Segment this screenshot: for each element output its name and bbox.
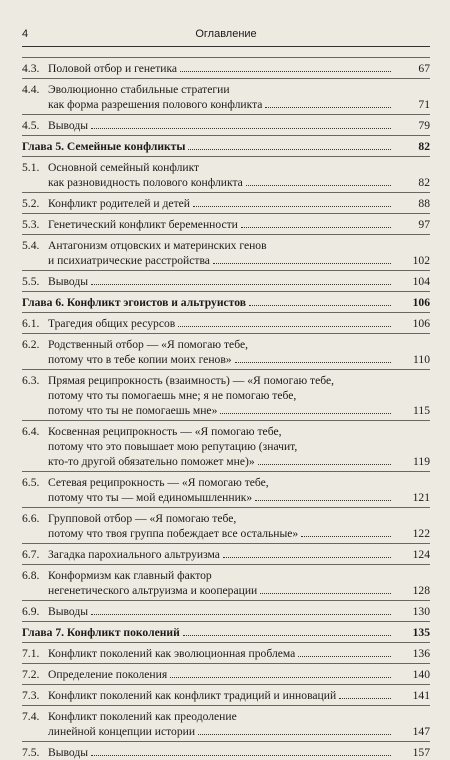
dot-leader bbox=[235, 362, 391, 363]
toc-section-row bbox=[22, 316, 430, 331]
entry-title-line bbox=[48, 274, 394, 289]
dot-leader bbox=[198, 734, 391, 735]
entry-title-text: Конфликт родителей и детей bbox=[48, 197, 190, 210]
entry-title-line bbox=[48, 646, 394, 661]
entry-title-line bbox=[48, 583, 394, 598]
entry-title-line: Конформизм как главный фактор bbox=[48, 569, 212, 582]
toc-section-row bbox=[22, 646, 430, 661]
entry-title-line: Сетевая реципрокность — «Я помогаю тебе, bbox=[48, 476, 269, 489]
section-number: 6.7. bbox=[22, 548, 40, 561]
toc-section-row bbox=[22, 337, 430, 367]
row-separator bbox=[22, 270, 430, 271]
toc-section-row bbox=[22, 667, 430, 682]
page-number: 4 bbox=[22, 28, 29, 40]
entry-title-line bbox=[48, 454, 394, 469]
entry-title-line bbox=[48, 526, 394, 541]
toc-section-row bbox=[22, 274, 430, 289]
row-separator bbox=[22, 507, 430, 508]
section-number: 4.3. bbox=[22, 62, 40, 75]
page-ref: 147 bbox=[412, 725, 430, 738]
entry-title-text: Генетический конфликт беременности bbox=[48, 218, 238, 231]
entry-title-text: как разновидность полового конфликта bbox=[48, 176, 243, 189]
row-separator bbox=[22, 156, 430, 157]
entry-title-text: как форма разрешения полового конфликта bbox=[48, 98, 263, 111]
row-separator bbox=[22, 57, 430, 58]
dot-leader bbox=[91, 284, 391, 285]
section-number: 7.4. bbox=[22, 710, 40, 723]
page-ref: 128 bbox=[412, 584, 430, 597]
row-separator bbox=[22, 312, 430, 313]
toc-chapter-row bbox=[22, 295, 430, 310]
page-ref: 106 bbox=[412, 296, 430, 309]
row-separator bbox=[22, 471, 430, 472]
page-ref: 106 bbox=[412, 317, 430, 330]
entry-title-line bbox=[48, 403, 394, 418]
row-separator bbox=[22, 621, 430, 622]
page-ref: 140 bbox=[412, 668, 430, 681]
entry-title-text: потому что в тебе копии моих генов» bbox=[48, 353, 232, 366]
entry-title-line: Прямая реципрокность (взаимность) — «Я помогаю тебе, bbox=[48, 374, 335, 387]
page-ref: 119 bbox=[413, 455, 430, 468]
entry-title-line bbox=[48, 196, 394, 211]
page-ref: 141 bbox=[412, 689, 430, 702]
section-number: 7.2. bbox=[22, 668, 40, 681]
entry-title-text: Глава 5. Семейные конфликты bbox=[22, 140, 186, 153]
dot-leader bbox=[178, 326, 391, 327]
row-separator bbox=[22, 369, 430, 370]
entry-title-line: Групповой отбор — «Я помогаю тебе, bbox=[48, 512, 237, 525]
row-separator bbox=[22, 291, 430, 292]
section-number: 5.4. bbox=[22, 239, 40, 252]
row-separator bbox=[22, 333, 430, 334]
entry-title-text: негенетического альтруизма и кооперации bbox=[48, 584, 258, 597]
toc-section-row bbox=[22, 424, 430, 469]
page-header bbox=[22, 28, 430, 44]
section-number: 4.4. bbox=[22, 83, 40, 96]
entry-title-line bbox=[22, 625, 394, 640]
dot-leader bbox=[339, 698, 391, 699]
entry-title-line bbox=[48, 724, 394, 739]
page-ref: 82 bbox=[418, 140, 430, 153]
dot-leader bbox=[265, 107, 391, 108]
section-number: 5.3. bbox=[22, 218, 40, 231]
page-title: Оглавление bbox=[195, 28, 257, 40]
toc-section-row bbox=[22, 196, 430, 211]
toc-chapter-row bbox=[22, 625, 430, 640]
page-ref: 102 bbox=[412, 254, 430, 267]
dot-leader bbox=[220, 413, 391, 414]
toc-section-row bbox=[22, 238, 430, 268]
entry-title-line bbox=[48, 604, 394, 619]
row-separator bbox=[22, 213, 430, 214]
entry-title-line: Антагонизм отцовских и материнских генов bbox=[48, 239, 267, 252]
toc-section-row bbox=[22, 709, 430, 739]
entry-title-line bbox=[48, 490, 394, 505]
dot-leader bbox=[91, 755, 391, 756]
page-ref: 121 bbox=[412, 491, 430, 504]
page-ref: 130 bbox=[412, 605, 430, 618]
entry-title-text: и психиатрические расстройства bbox=[48, 254, 210, 267]
page-ref: 135 bbox=[412, 626, 430, 639]
dot-leader bbox=[249, 305, 391, 306]
row-separator bbox=[22, 741, 430, 742]
entry-title-line bbox=[48, 118, 394, 133]
dot-leader bbox=[241, 227, 391, 228]
entry-title-line bbox=[22, 295, 394, 310]
row-separator bbox=[22, 234, 430, 235]
page-ref: 88 bbox=[418, 197, 430, 210]
row-separator bbox=[22, 705, 430, 706]
entry-title-line bbox=[48, 253, 394, 268]
entry-title-line bbox=[48, 97, 394, 112]
toc-section-row bbox=[22, 475, 430, 505]
toc-section-row bbox=[22, 745, 430, 760]
entry-title-text: Конфликт поколений как эволюционная проблема bbox=[48, 647, 296, 660]
toc-section-row bbox=[22, 82, 430, 112]
toc-section-row bbox=[22, 604, 430, 619]
entry-title-line bbox=[48, 316, 394, 331]
dot-leader bbox=[258, 464, 391, 465]
page-ref: 71 bbox=[418, 98, 430, 111]
row-separator bbox=[22, 642, 430, 643]
row-separator bbox=[22, 564, 430, 565]
dot-leader bbox=[183, 635, 391, 636]
entry-title-text: Половой отбор и генетика bbox=[48, 62, 178, 75]
page-ref: 67 bbox=[418, 62, 430, 75]
entry-title-text: Глава 6. Конфликт эгоистов и альтруистов bbox=[22, 296, 246, 309]
dot-leader bbox=[213, 263, 391, 264]
page-ref: 136 bbox=[412, 647, 430, 660]
entry-title-line: Конфликт поколений как преодоление bbox=[48, 710, 237, 723]
dot-leader bbox=[223, 557, 391, 558]
dot-leader bbox=[170, 677, 391, 678]
dot-leader bbox=[301, 536, 391, 537]
dot-leader bbox=[246, 185, 391, 186]
table-of-contents bbox=[22, 55, 430, 760]
page-ref: 97 bbox=[418, 218, 430, 231]
page-ref: 122 bbox=[412, 527, 430, 540]
entry-title-text: Трагедия общих ресурсов bbox=[48, 317, 176, 330]
row-separator bbox=[22, 600, 430, 601]
toc-section-row bbox=[22, 217, 430, 232]
toc-section-row bbox=[22, 118, 430, 133]
entry-title-line bbox=[48, 547, 394, 562]
section-number: 6.3. bbox=[22, 374, 40, 387]
section-number: 7.5. bbox=[22, 746, 40, 759]
section-number: 6.5. bbox=[22, 476, 40, 489]
entry-title-text: Выводы bbox=[48, 746, 89, 759]
entry-title-line bbox=[22, 139, 394, 154]
toc-section-row bbox=[22, 511, 430, 541]
entry-title-line: потому что это повышает мою репутацию (значит, bbox=[48, 440, 298, 453]
section-number: 6.1. bbox=[22, 317, 40, 330]
entry-title-text: Выводы bbox=[48, 119, 89, 132]
dot-leader bbox=[91, 128, 391, 129]
entry-title-text: потому что ты не помогаешь мне» bbox=[48, 404, 218, 417]
dot-leader bbox=[91, 614, 391, 615]
entry-title-text: потому что твоя группа побеждает все остальные» bbox=[48, 527, 299, 540]
entry-title-text: потому что ты — мой единомышленник» bbox=[48, 491, 253, 504]
entry-title-line: Основной семейный конфликт bbox=[48, 161, 200, 174]
page-ref: 124 bbox=[412, 548, 430, 561]
toc-section-row bbox=[22, 547, 430, 562]
row-separator bbox=[22, 135, 430, 136]
section-number: 5.2. bbox=[22, 197, 40, 210]
entry-title-line bbox=[48, 352, 394, 367]
entry-title-line: Родственный отбор — «Я помогаю тебе, bbox=[48, 338, 248, 351]
section-number: 6.6. bbox=[22, 512, 40, 525]
entry-title-text: Выводы bbox=[48, 605, 89, 618]
page-ref: 115 bbox=[413, 404, 430, 417]
row-separator bbox=[22, 684, 430, 685]
section-number: 5.5. bbox=[22, 275, 40, 288]
toc-section-row bbox=[22, 568, 430, 598]
entry-title-line: Косвенная реципрокность — «Я помогаю тебе, bbox=[48, 425, 282, 438]
page-ref: 110 bbox=[413, 353, 430, 366]
row-separator bbox=[22, 78, 430, 79]
dot-leader bbox=[193, 206, 391, 207]
row-separator bbox=[22, 192, 430, 193]
row-separator bbox=[22, 114, 430, 115]
section-number: 6.8. bbox=[22, 569, 40, 582]
section-number: 6.4. bbox=[22, 425, 40, 438]
section-number: 6.2. bbox=[22, 338, 40, 351]
toc-section-row bbox=[22, 688, 430, 703]
entry-title-line bbox=[48, 667, 394, 682]
entry-title-text: Определение поколения bbox=[48, 668, 168, 681]
entry-title-line: Эволюционно стабильные стратегии bbox=[48, 83, 230, 96]
dot-leader bbox=[180, 71, 391, 72]
dot-leader bbox=[188, 149, 391, 150]
entry-title-text: кто-то другой обязательно поможет мне)» bbox=[48, 455, 255, 468]
section-number: 6.9. bbox=[22, 605, 40, 618]
entry-title-line bbox=[48, 61, 394, 76]
section-number: 4.5. bbox=[22, 119, 40, 132]
page-ref: 104 bbox=[412, 275, 430, 288]
entry-title-line bbox=[48, 217, 394, 232]
entry-title-text: Загадка парохиального альтруизма bbox=[48, 548, 220, 561]
section-number: 7.1. bbox=[22, 647, 40, 660]
row-separator bbox=[22, 420, 430, 421]
section-number: 7.3. bbox=[22, 689, 40, 702]
entry-title-text: линейной концепции истории bbox=[48, 725, 196, 738]
entry-title-text: Глава 7. Конфликт поколений bbox=[22, 626, 180, 639]
entry-title-text: Выводы bbox=[48, 275, 89, 288]
toc-section-row bbox=[22, 160, 430, 190]
toc-section-row bbox=[22, 373, 430, 418]
toc-chapter-row bbox=[22, 139, 430, 154]
header-rule bbox=[22, 46, 430, 47]
entry-title-line bbox=[48, 745, 394, 760]
page-ref: 157 bbox=[412, 746, 430, 759]
dot-leader bbox=[260, 593, 391, 594]
row-separator bbox=[22, 543, 430, 544]
entry-title-line bbox=[48, 175, 394, 190]
section-number: 5.1. bbox=[22, 161, 40, 174]
entry-title-line: потому что ты помогаешь мне; я не помогаю тебе, bbox=[48, 389, 297, 402]
dot-leader bbox=[255, 500, 391, 501]
entry-title-line bbox=[48, 688, 394, 703]
page-ref: 82 bbox=[418, 176, 430, 189]
row-separator bbox=[22, 663, 430, 664]
entry-title-text: Конфликт поколений как конфликт традиций и инноваций bbox=[48, 689, 337, 702]
dot-leader bbox=[298, 656, 391, 657]
page-ref: 79 bbox=[418, 119, 430, 132]
toc-section-row bbox=[22, 61, 430, 76]
